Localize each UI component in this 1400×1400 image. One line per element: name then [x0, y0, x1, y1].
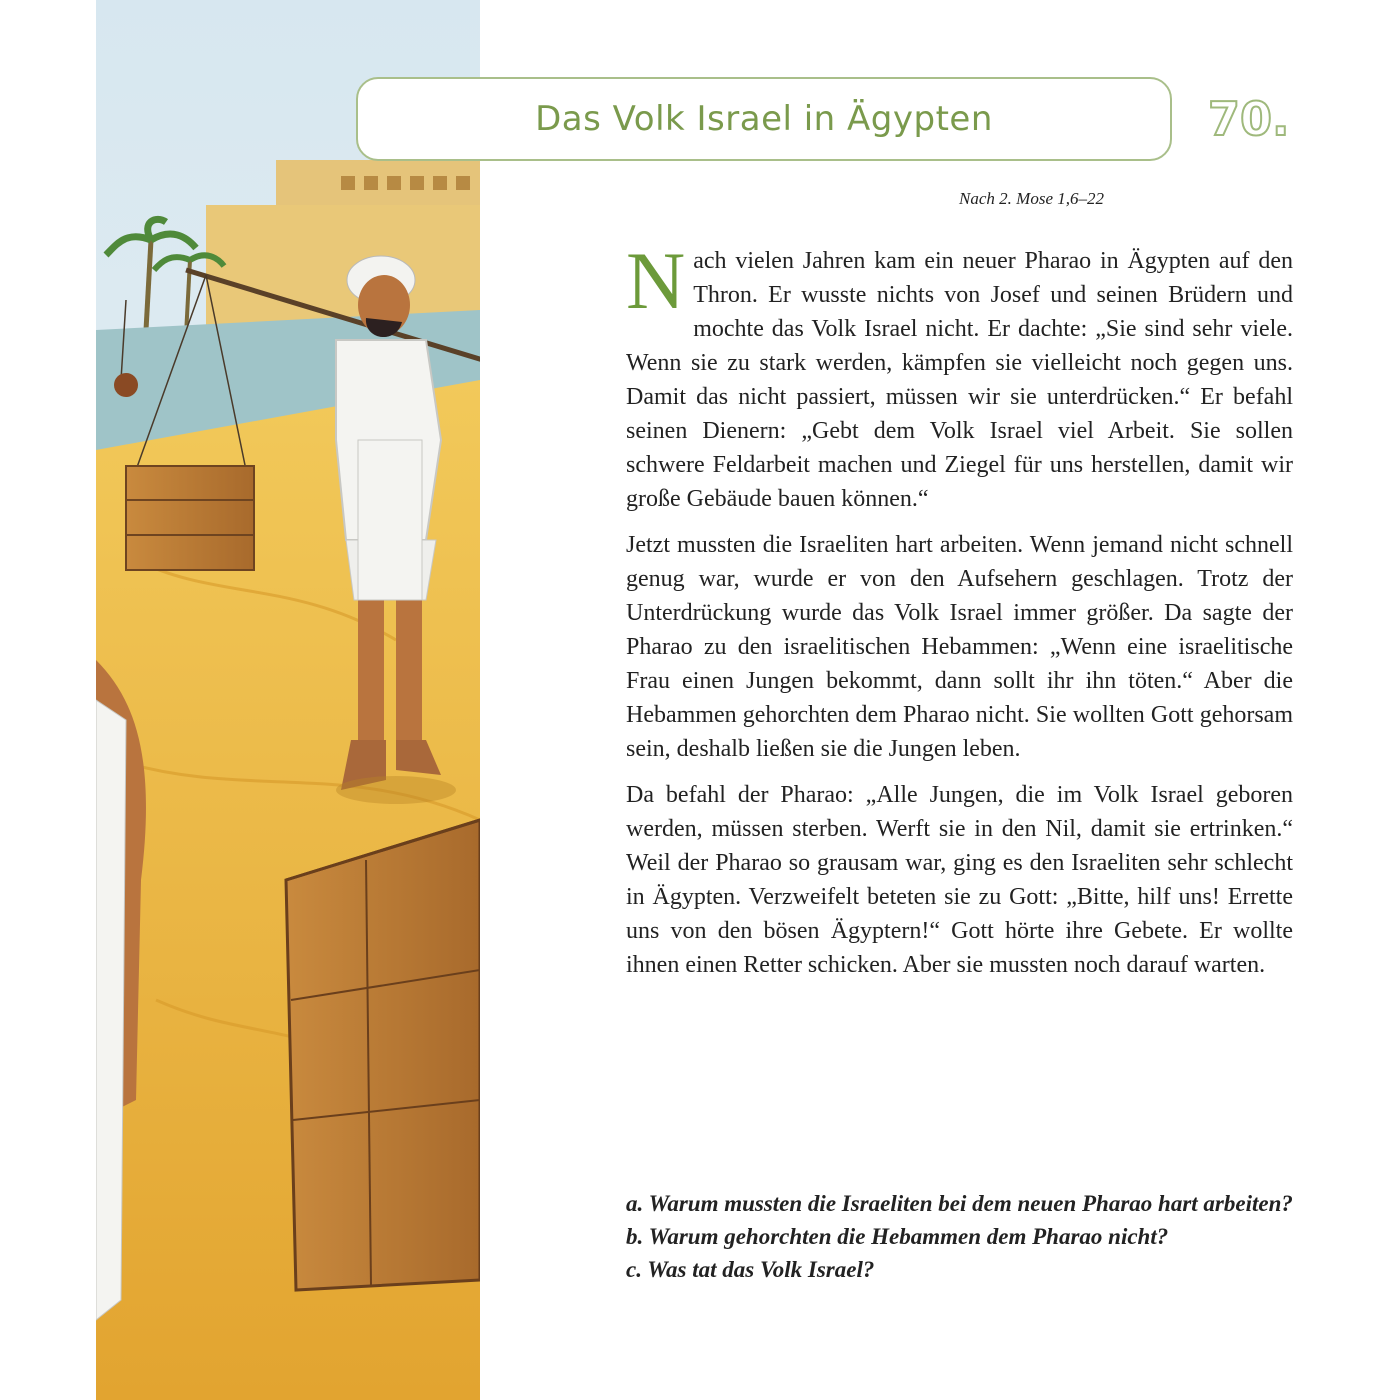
question-a: a. Warum mussten die Israeliten bei dem neuen Pharao hart arbeiten?: [626, 1191, 1293, 1216]
chapter-number: 70.: [1208, 92, 1290, 146]
story-text: [626, 235, 1293, 994]
illustration-art: [96, 0, 480, 1400]
drop-cap: N: [626, 235, 686, 326]
paragraph-1-text: ach vielen Jahren kam ein neuer Pharao in Ägypten auf den Thron. Er wusste nichts von Josef und seinen Brüdern und mochte das Volk Israel nicht. Er dachte: „Sie sind sehr viele. Wenn sie zu stark werden, kämpfen sie vielleicht noch gegen uns. Damit das nicht passiert, müssen wir sie unterdrücken.“ Er befahl seinen Dienern: „Gebt dem Volk Israel viel Arbeit. Sie sollen schwere Feldarbeit machen und Ziegel für uns herstellen, damit wir große Gebäude bauen können.“: [626, 248, 1293, 512]
page-title: Das Volk Israel in Ägypten: [535, 99, 993, 139]
question-b: b. Warum gehorchten die Hebammen dem Pharao nicht?: [626, 1224, 1169, 1249]
paragraph-1: [626, 235, 1293, 516]
paragraph-3: Da befahl der Pharao: „Alle Jungen, die im Volk Israel geboren werden, müssen sterben. Werft sie in den Nil, damit sie ertrinken.“ Weil der Pharao so grausam war, ging es den Israeliten sehr schlecht in Ägypten. Verzweifelt beteten sie zu Gott: „Bitte, hilf uns! Errette uns von den bösen Ägyptern!“ Gott hörte ihre Gebete. Er wollte ihnen einen Retter schicken. Aber sie mussten noch darauf warten.: [626, 782, 1293, 978]
illustration-egypt-worker: [96, 0, 480, 1400]
title-box: [356, 77, 1172, 161]
paragraph-2: Jetzt mussten die Israeliten hart arbeiten. Wenn jemand nicht schnell genug war, wurde er von den Aufsehern geschlagen. Trotz der Unterdrückung wurde das Volk Israel immer größer. Da sagte der Pharao zu den israelitischen Hebammen: „Wenn eine israelitische Frau einen Jungen bekommt, dann sollt ihr ihn töten.“ Aber die Hebammen gehorchten dem Pharao nicht. Sie wollten Gott gehorsam sein, deshalb ließen sie die Jungen leben.: [626, 532, 1293, 762]
book-page: [96, 0, 1306, 1400]
question-list: [626, 1187, 1306, 1286]
source-reference: Nach 2. Mose 1,6–22: [959, 189, 1104, 208]
question-c: c. Was tat das Volk Israel?: [626, 1257, 875, 1282]
